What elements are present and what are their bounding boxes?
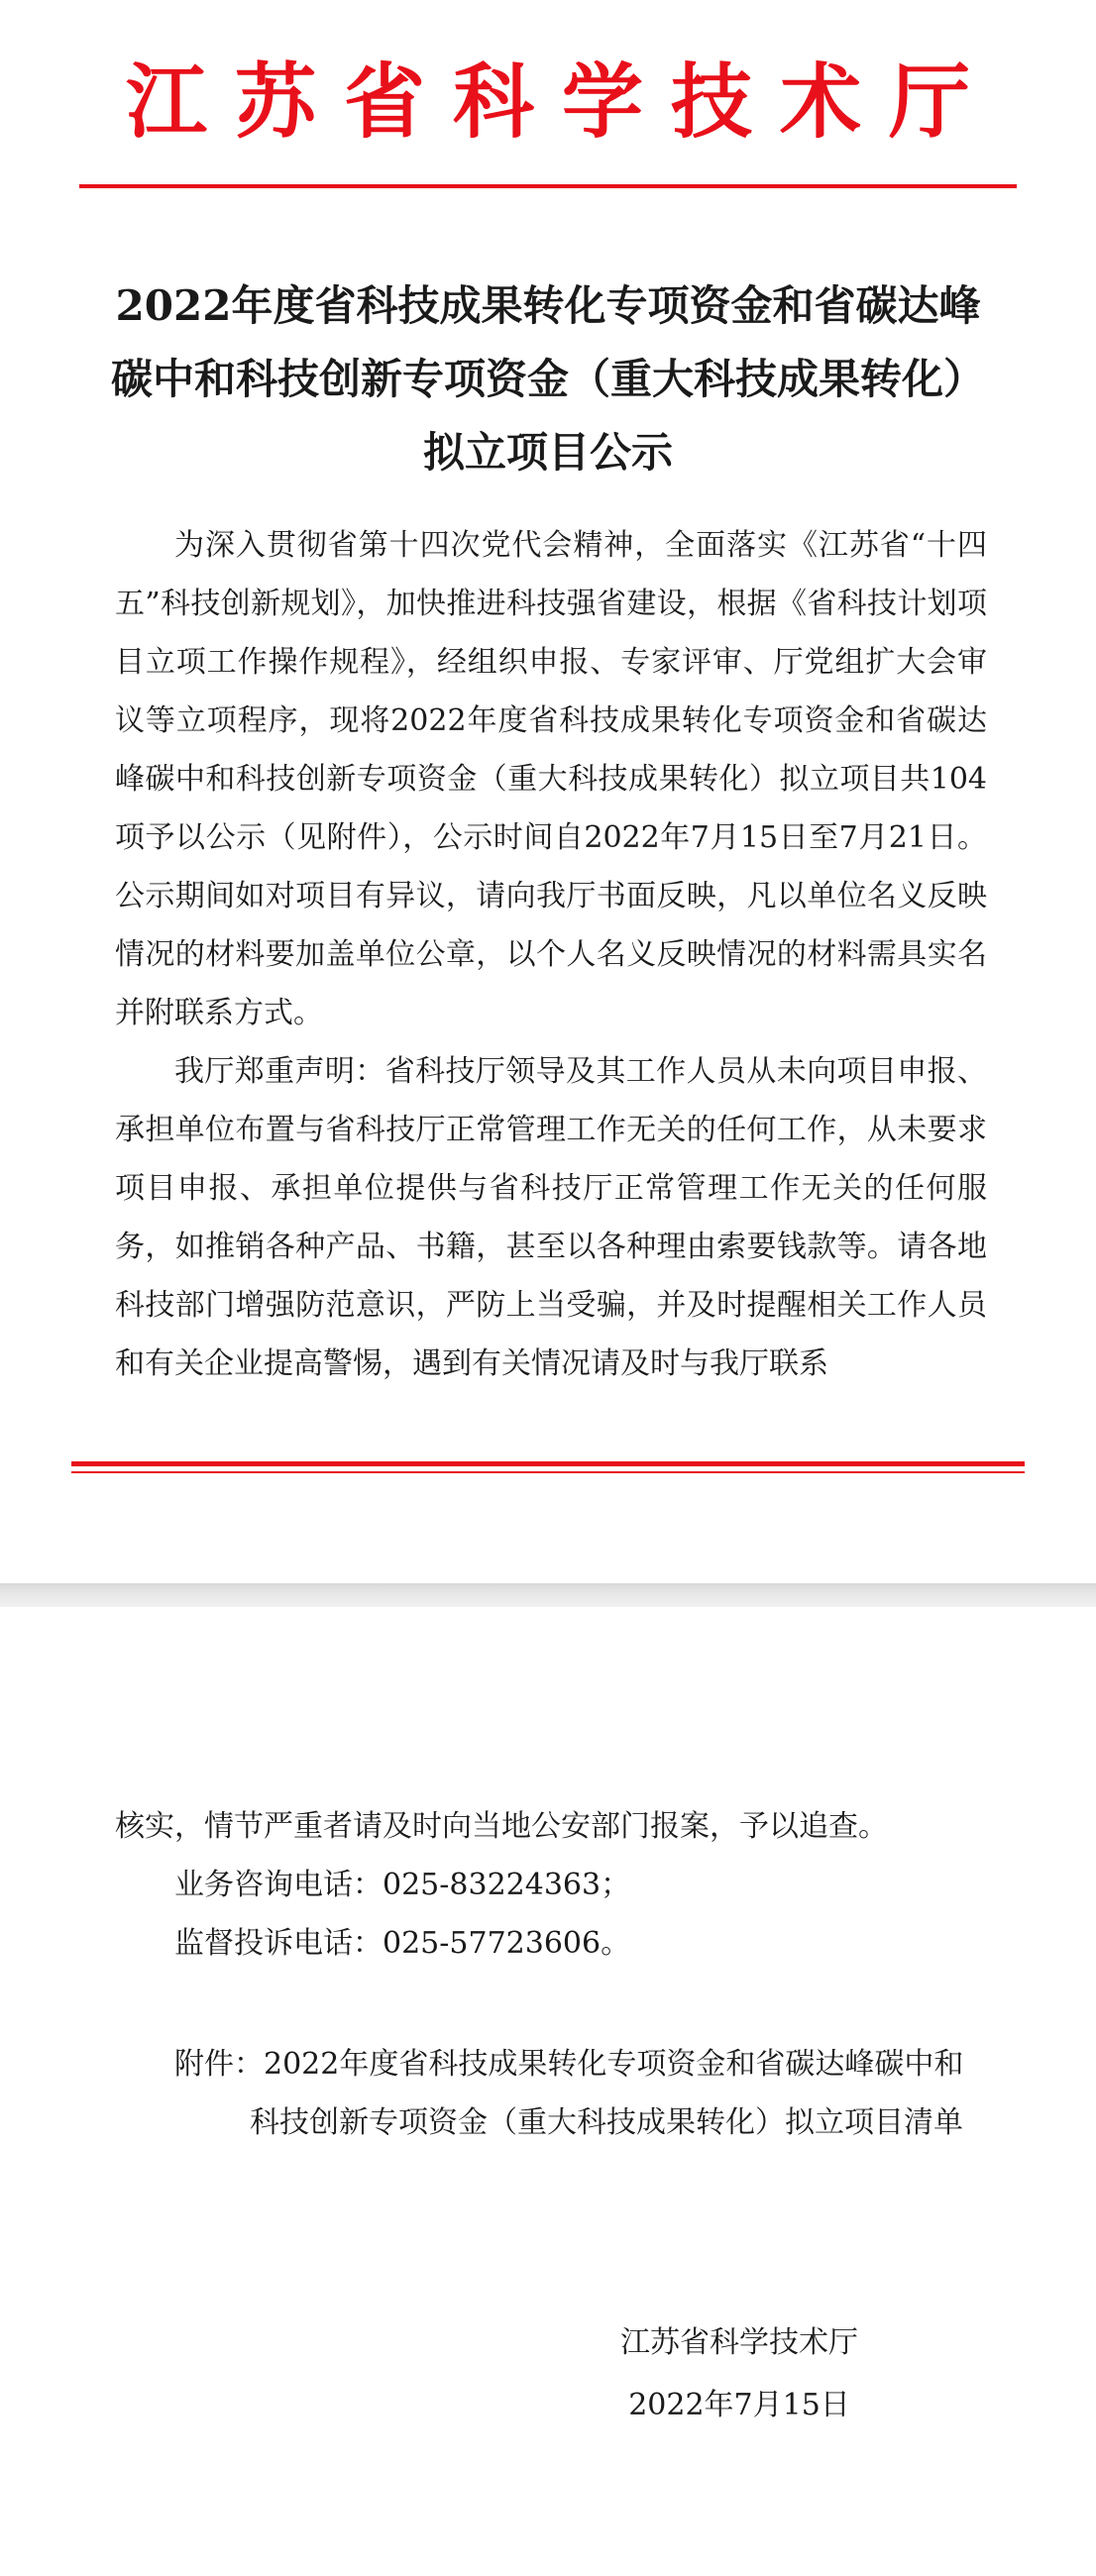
footer-rule-thick: [71, 1461, 1025, 1466]
attachment-block: [174, 2035, 987, 2152]
footer-rule-thin: [71, 1471, 1025, 1473]
header-red-rule: [79, 184, 1017, 188]
signature-organization: 江苏省科学技术厅: [620, 2325, 858, 2360]
footer-red-double-rule: [71, 1461, 1025, 1473]
attachment-title: 2022年度省科技成果转化专项资金和省碳达峰碳中和科技创新专项资金（重大科技成果转化）拟立项目清单: [250, 2047, 964, 2140]
business-phone-line: 业务咨询电话：025-83224363；: [174, 1868, 631, 1902]
title-line-2: 碳中和科技创新专项资金（重大科技成果转化）: [110, 355, 985, 403]
body-page-2: [115, 1797, 987, 1856]
attachment-label: 附件：: [174, 2047, 264, 2082]
complaint-phone-line: 监督投诉电话：025-57723606。: [174, 1926, 631, 1961]
title-line-1: 2022年度省科技成果转化专项资金和省碳达峰: [115, 281, 981, 330]
paragraph-declaration-continued: 核实，情节严重者请及时向当地公安部门报案，予以追查。: [115, 1809, 888, 1844]
paragraph-announcement: 为深入贯彻省第十四次党代会精神，全面落实《江苏省“十四五”科技创新规划》，加快推进科技强省建设，根据《省科技计划项目立项工作操作规程》，经组织申报、专家评审、厅党组扩大会审议等立项程序，现将2022年度省科技成果转化专项资金和省碳达峰碳中和科技创新专项资金（重大科技成果转化）拟立项目共104项予以公示（见附件），公示时间自2022年7月15日至7月21日。公示期间如对项目有异议，请向我厅书面反映，凡以单位名义反映情况的材料要加盖单位公章，以个人名义反映情况的材料需具实名并附联系方式。: [115, 528, 987, 1030]
red-header-org-name: 江苏省科学技术厅: [125, 54, 998, 150]
title-line-3: 拟立项目公示: [422, 428, 673, 477]
page-separator: [0, 1583, 1096, 1607]
signature-date: 2022年7月15日: [628, 2388, 850, 2422]
paragraph-declaration: 我厅郑重声明：省科技厅领导及其工作人员从未向项目申报、承担单位布置与省科技厅正常管理工作无关的任何工作，从未要求项目申报、承担单位提供与省科技厅正常管理工作无关的任何服务，如推销各种产品、书籍，甚至以各种理由索要钱款等。请各地科技部门增强防范意识，严防上当受骗，并及时提醒相关工作人员和有关企业提高警惕，遇到有关情况请及时与我厅联系: [115, 1054, 987, 1381]
document-title: [89, 269, 1007, 489]
body-page-1: [115, 516, 987, 1393]
